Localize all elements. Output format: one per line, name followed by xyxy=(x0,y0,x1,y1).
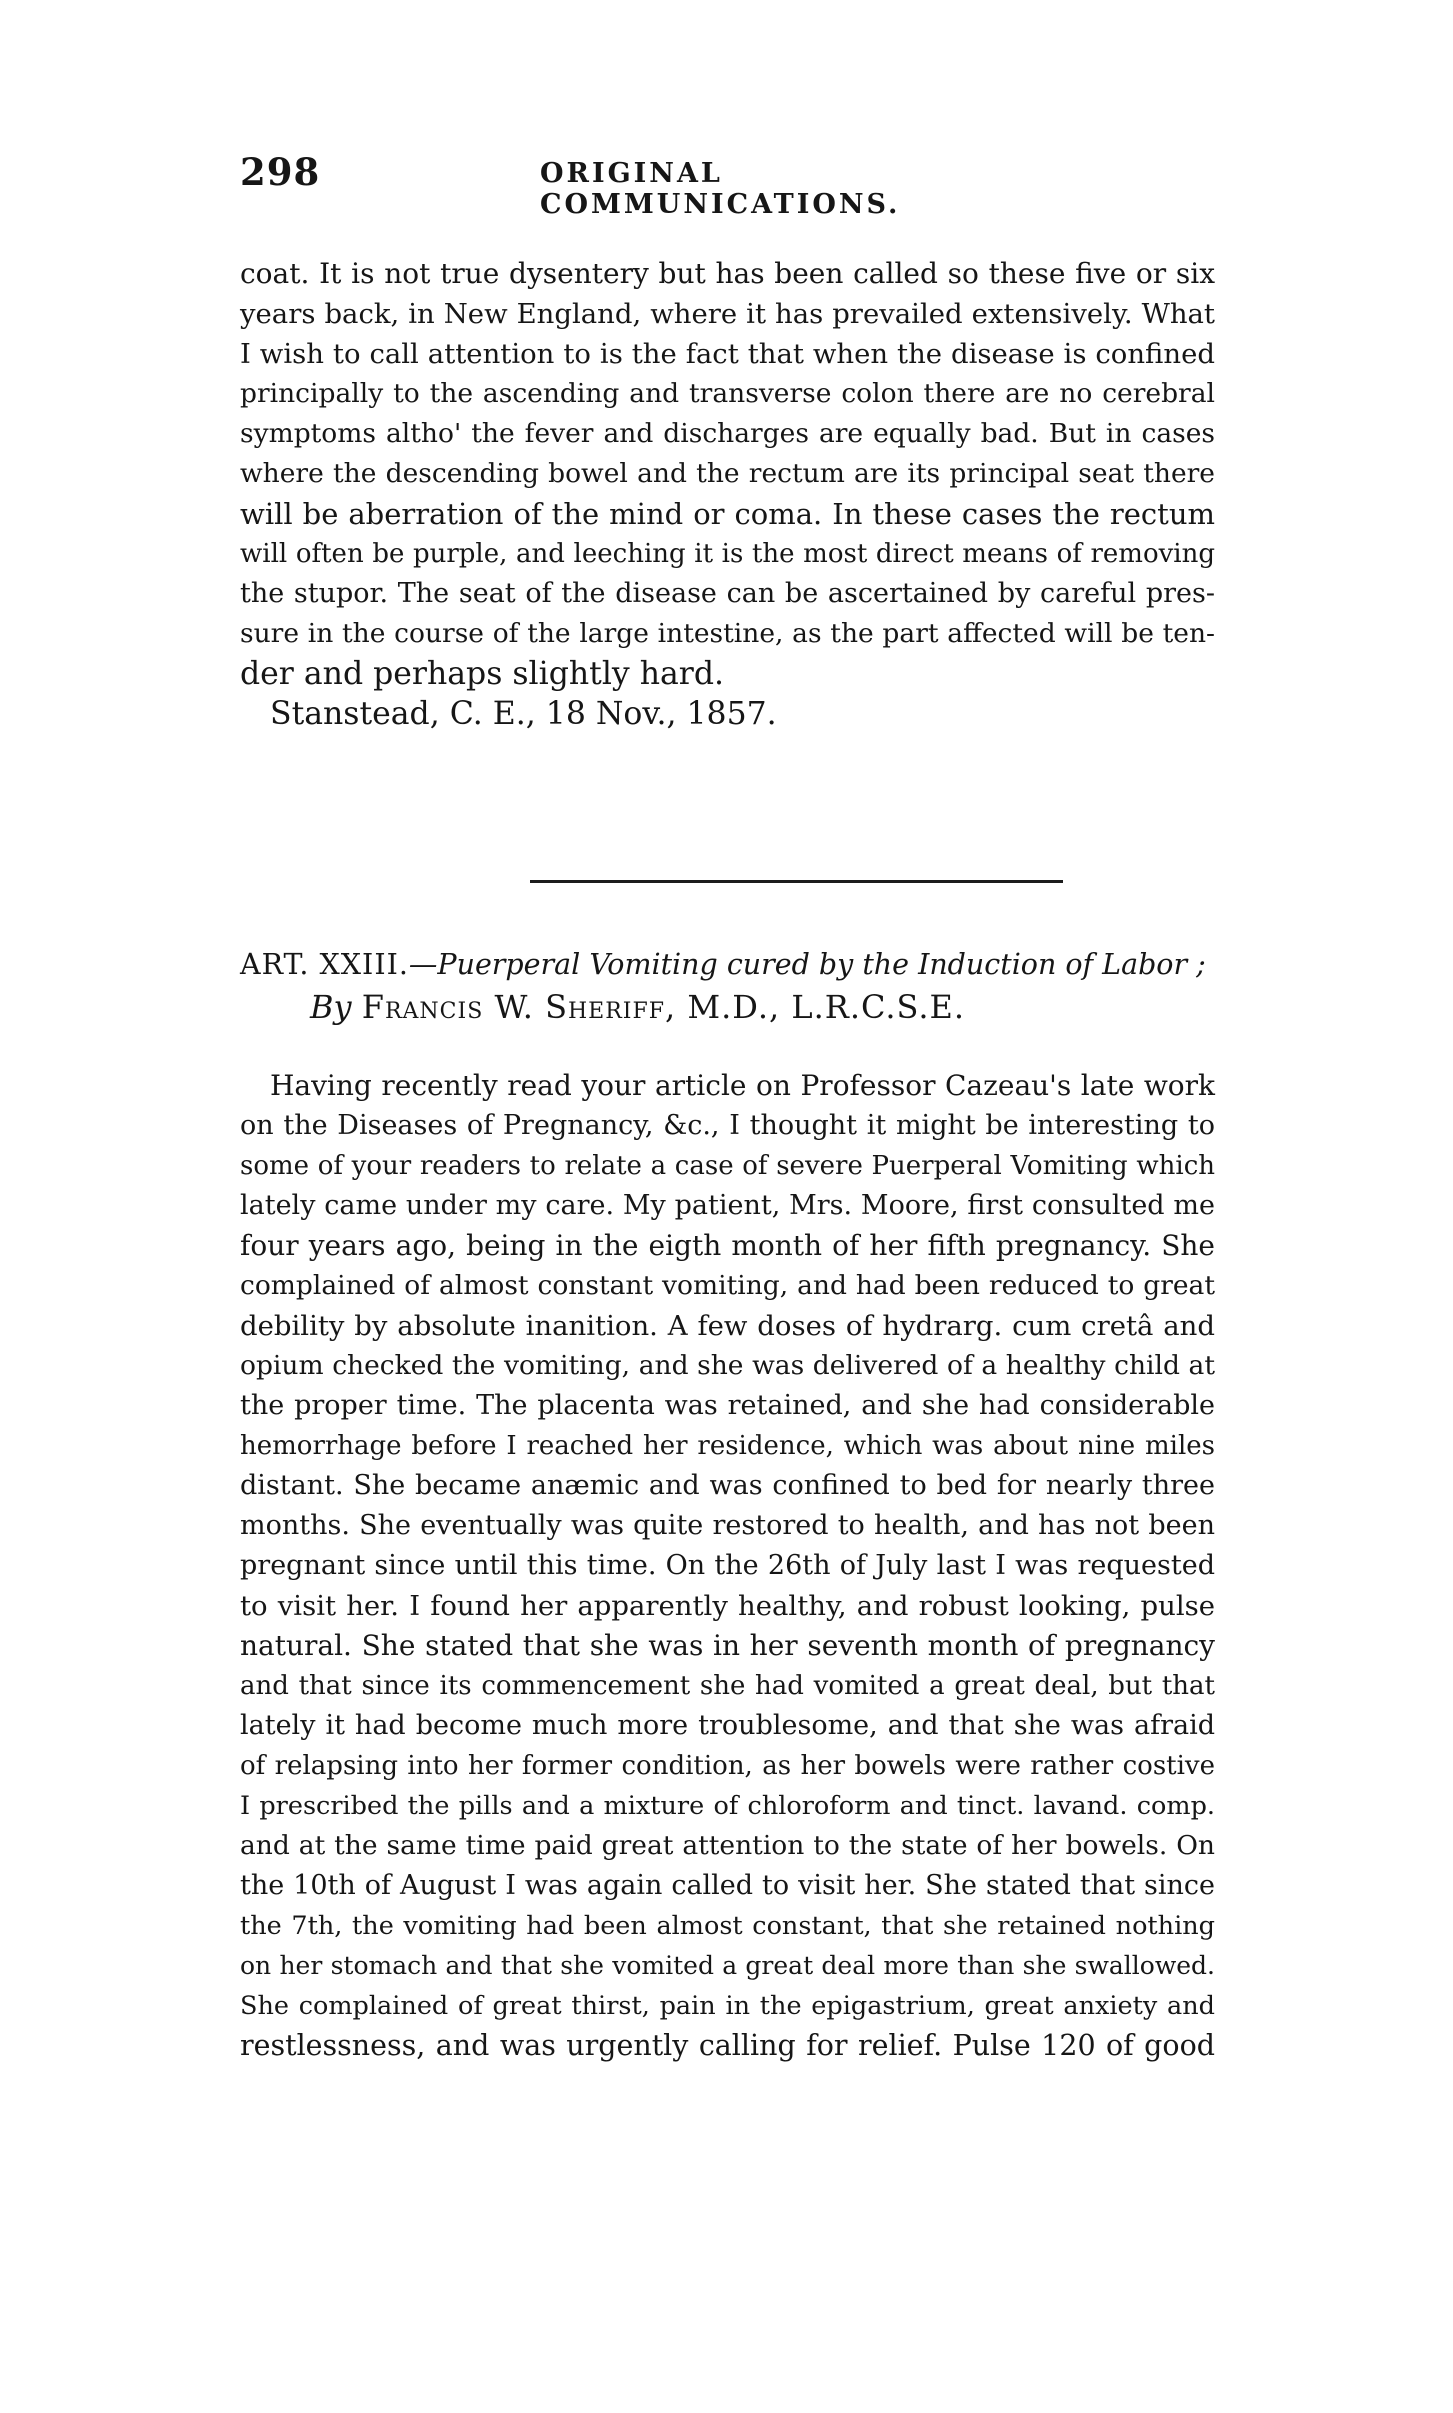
page-number: 298 xyxy=(240,150,321,194)
article-byline xyxy=(240,986,1215,1029)
text-line: where the descending bowel and the rectum are its principal seat there xyxy=(240,458,1215,489)
section-divider xyxy=(530,880,1063,883)
continued-paragraph xyxy=(240,254,1215,734)
text-line: to visit her. I found her apparently healthy, and robust looking, pulse xyxy=(240,1590,1215,1622)
text-line: of relapsing into her former condition, as her bowels were rather costive xyxy=(240,1751,1215,1781)
text-line: der and perhaps slightly hard. xyxy=(240,656,725,692)
text-line: years back, in New England, where it has prevailed extensively. What xyxy=(240,298,1215,330)
article-author: Francis W. Sheriff, M.D., L.R.C.S.E. xyxy=(361,988,966,1026)
byline-by: By xyxy=(310,988,352,1026)
text-line: Having recently read your article on Professor Cazeau's late work xyxy=(270,1069,1215,1102)
text-line: restlessness, and was urgently calling for relief. Pulse 120 of good xyxy=(240,2029,1215,2062)
text-line: some of your readers to relate a case of severe Puerperal Vomiting which xyxy=(240,1151,1215,1181)
text-line: lately it had become much more troublesome, and that she was afraid xyxy=(240,1710,1215,1741)
text-line: coat. It is not true dysentery but has been called so these five or six xyxy=(240,257,1215,290)
text-line: four years ago, being in the eigth month of her fifth pregnancy. She xyxy=(240,1229,1215,1262)
text-line: I wish to call attention to is the fact that when the disease is confined xyxy=(240,338,1215,370)
text-line: symptoms altho' the fever and discharges are equally bad. But in cases xyxy=(240,418,1215,449)
text-line: debility by absolute inanition. A few doses of hydrarg. cum cretâ and xyxy=(240,1310,1215,1342)
text-line: lately came under my care. My patient, Mrs. Moore, first consulted me xyxy=(240,1190,1215,1221)
article-body xyxy=(240,1066,1215,2066)
dateline-signature: Stanstead, C. E., 18 Nov., 1857. xyxy=(270,696,777,732)
text-line: the 7th, the vomiting had been almost constant, that she retained nothing xyxy=(240,1911,1215,1941)
text-line: and that since its commencement she had vomited a great deal, but that xyxy=(240,1671,1215,1701)
text-line: hemorrhage before I reached her residence, which was about nine miles xyxy=(240,1431,1215,1461)
text-line: will often be purple, and leeching it is the most direct means of removing xyxy=(240,539,1215,569)
text-line: principally to the ascending and transverse colon there are no cerebral xyxy=(240,378,1215,409)
text-line: pregnant since until this time. On the 26th of July last I was requested xyxy=(240,1550,1215,1581)
text-line: She complained of great thirst, pain in the epigastrium, great anxiety and xyxy=(240,1991,1215,2021)
text-line: on her stomach and that she vomited a great deal more than she swallowed. xyxy=(240,1951,1215,1980)
text-line: months. She eventually was quite restored to health, and has not been xyxy=(240,1510,1215,1541)
text-line: the 10th of August I was again called to visit her. She stated that since xyxy=(240,1870,1215,1901)
text-line: opium checked the vomiting, and she was delivered of a healthy child at xyxy=(240,1350,1215,1381)
article-number: ART. XXIII. xyxy=(240,948,409,981)
article-title: —Puerperal Vomiting cured by the Induction of Labor ; xyxy=(408,948,1206,981)
running-head xyxy=(240,150,1090,220)
text-line: the stupor. The seat of the disease can be ascertained by careful pres- xyxy=(240,578,1215,609)
text-line: I prescribed the pills and a mixture of chloroform and tinct. lavand. comp. xyxy=(240,1791,1215,1821)
text-line: and at the same time paid great attention to the state of her bowels. On xyxy=(240,1830,1215,1861)
text-line: on the Diseases of Pregnancy, &c., I thought it might be interesting to xyxy=(240,1110,1215,1141)
text-line: complained of almost constant vomiting, and had been reduced to great xyxy=(240,1270,1215,1301)
article-heading xyxy=(240,943,1215,1029)
text-line: natural. She stated that she was in her seventh month of pregnancy xyxy=(240,1629,1215,1662)
text-line: sure in the course of the large intestine, as the part affected will be ten- xyxy=(240,618,1215,649)
text-line: the proper time. The placenta was retained, and she had considerable xyxy=(240,1390,1215,1421)
running-title: ORIGINAL COMMUNICATIONS. xyxy=(540,158,901,220)
text-line: distant. She became anæmic and was confined to bed for nearly three xyxy=(240,1470,1215,1501)
text-line: will be aberration of the mind or coma. In these cases the rectum xyxy=(240,497,1215,531)
